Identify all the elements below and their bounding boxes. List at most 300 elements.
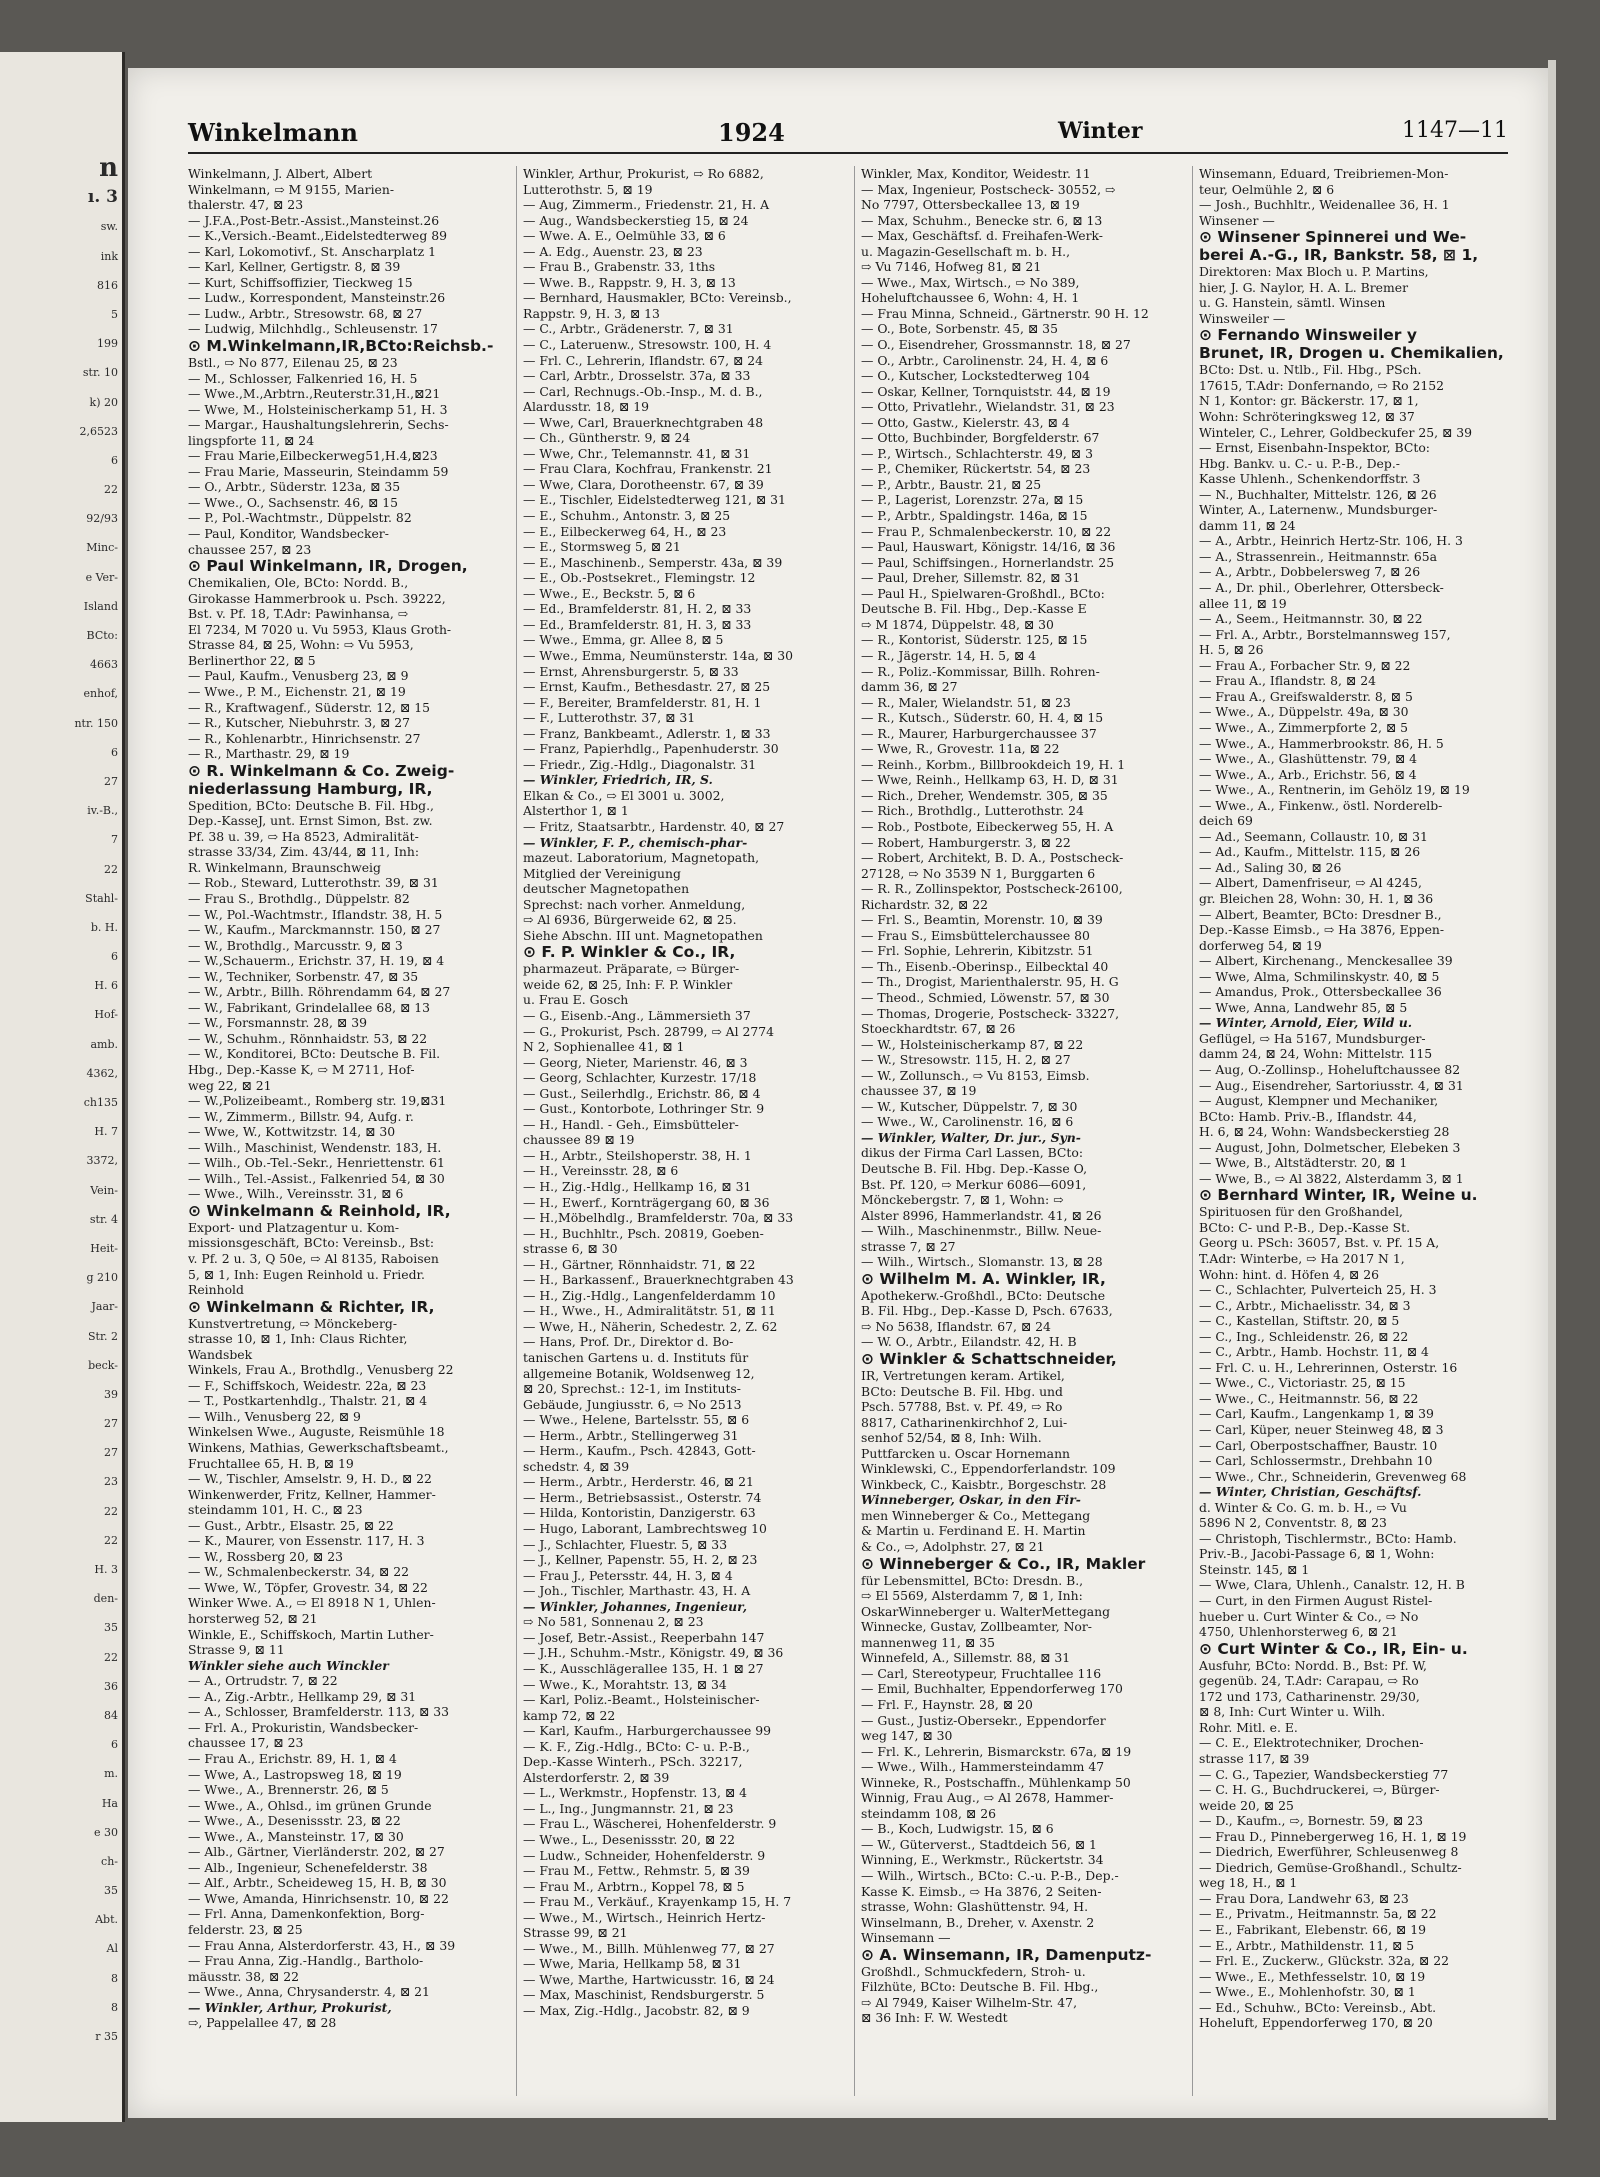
directory-entry-line: chaussee 257, ⊠ 23 xyxy=(188,541,312,557)
left-fragment-text: 2,6523 xyxy=(79,424,118,438)
directory-entry-line: Dep.-KasseJ, unt. Ernst Simon, Bst. zw. xyxy=(188,813,433,829)
directory-entry-line: — W., Tischler, Amselstr. 9, H. D., ⊠ 22 xyxy=(188,1471,432,1487)
left-fragment-text: Stahl- xyxy=(85,891,118,905)
directory-entry-line: — Wilh., Ob.-Tel.-Sekr., Henriettenstr. 61 xyxy=(188,1155,445,1171)
left-fragment-text: 4663 xyxy=(90,658,118,672)
directory-entry-line: — Wwe., Wilh., Hammersteindamm 47 xyxy=(861,1759,1105,1775)
directory-entry-line: berei A.-G., IR, Bankstr. 58, ⊠ 1, xyxy=(1199,246,1479,265)
directory-entry-line: — Max, Schuhm., Benecke str. 6, ⊠ 13 xyxy=(861,212,1103,228)
directory-entry-line: Winter, A., Laternenw., Mundsburger- xyxy=(1199,502,1438,518)
directory-entry-line: niederlassung Hamburg, IR, xyxy=(188,779,433,798)
directory-entry-line: — Frau S., Eimsbüttelerchaussee 80 xyxy=(861,927,1090,943)
directory-entry-line: — Aug., Wandsbeckerstieg 15, ⊠ 24 xyxy=(523,212,749,228)
directory-entry-line: Psch. 57788, Bst. v. Pf. 49, ⇨ Ro xyxy=(861,1399,1063,1415)
directory-entry-line: ⊙ Wilhelm M. A. Winkler, IR, xyxy=(861,1269,1106,1288)
directory-entry-line: — P., Chemiker, Rückertstr. 54, ⊠ 23 xyxy=(861,461,1091,477)
directory-entry-line: chaussee 37, ⊠ 19 xyxy=(861,1083,977,1099)
directory-entry-line: — O., Kutscher, Lockstedterweg 104 xyxy=(861,368,1091,384)
directory-entry-line: — Frl. F., Haynstr. 28, ⊠ 20 xyxy=(861,1696,1033,1712)
directory-entry-line: — Ed., Schuhw., BCto: Vereinsb., Abt. xyxy=(1199,1999,1437,2015)
directory-entry-line: — R., Jägerstr. 14, H. 5, ⊠ 4 xyxy=(861,647,1037,663)
directory-entry-line: 5896 N 2, Conventstr. 8, ⊠ 23 xyxy=(1199,1515,1387,1531)
directory-entry-line: — Wwe., A., Desenissstr. 23, ⊠ 22 xyxy=(188,1813,401,1829)
directory-entry-line: — B., Koch, Ludwigstr. 15, ⊠ 6 xyxy=(861,1821,1054,1837)
directory-entry-line: — Paul H., Spielwaren-Großhdl., BCto: xyxy=(861,585,1105,601)
directory-entry-line: BCto: Dst. u. Ntlb., Fil. Hbg., PSch. xyxy=(1199,362,1422,378)
directory-entry-line: — Wwe, Reinh., Hellkamp 63, H. D, ⊠ 31 xyxy=(861,772,1119,788)
directory-entry-line: — Wwe., C., Heitmannstr. 56, ⊠ 22 xyxy=(1199,1390,1419,1406)
left-fragment-text: Vein- xyxy=(90,1183,118,1197)
directory-entry-line: horsterweg 52, ⊠ 21 xyxy=(188,1611,318,1627)
directory-entry-line: Großhdl., Schmuckfedern, Stroh- u. xyxy=(861,1963,1086,1979)
directory-entry-line: — Albert, Damenfriseur, ⇨ Al 4245, xyxy=(1199,875,1422,891)
directory-entry-line: — E., Stormsweg 5, ⊠ 21 xyxy=(523,539,681,555)
directory-entry-line: — Ed., Bramfelderstr. 81, H. 2, ⊠ 33 xyxy=(523,601,752,617)
directory-entry-line: Rohr. Mitl. e. E. xyxy=(1199,1719,1298,1735)
directory-entry-line: — W., Konditorei, BCto: Deutsche B. Fil. xyxy=(188,1046,441,1062)
directory-entry-line: — H., Ewerf., Kornträgergang 60, ⊠ 36 xyxy=(523,1194,770,1210)
directory-entry-line: — Frau M., Fettw., Rehmstr. 5, ⊠ 39 xyxy=(523,1863,750,1879)
directory-entry-line: — Wilh., Tel.-Assist., Falkenried 54, ⊠ 30 xyxy=(188,1170,445,1186)
directory-entry-line: — Frl. A., Arbtr., Borstelmannsweg 157, xyxy=(1199,626,1451,642)
directory-entry-line: chaussee 17, ⊠ 23 xyxy=(188,1735,304,1751)
directory-entry-line: — L., Ing., Jungmannstr. 21, ⊠ 23 xyxy=(523,1800,734,1816)
directory-entry-line: — Carl, Schlossermstr., Drehbahn 10 xyxy=(1199,1453,1433,1469)
directory-entry-line: — Frau Marie, Masseurin, Steindamm 59 xyxy=(188,463,449,479)
directory-entry-line: — Rob., Postbote, Eibeckerweg 55, H. A xyxy=(861,818,1114,834)
left-fragment-text: sw. xyxy=(100,220,118,234)
left-fragment-text: 22 xyxy=(104,1650,118,1664)
directory-entry-line: — W.,Polizeibeamt., Romberg str. 19,⊠31 xyxy=(188,1093,447,1109)
directory-entry-line: — W., Holsteinischerkamp 87, ⊠ 22 xyxy=(861,1036,1084,1052)
directory-entry-line: — C., Lateruenw., Stresowstr. 100, H. 4 xyxy=(523,337,772,353)
directory-entry-line: — E., Fabrikant, Elebenstr. 66, ⊠ 19 xyxy=(1199,1921,1426,1937)
directory-entry-line: — N., Buchhalter, Mittelstr. 126, ⊠ 26 xyxy=(1199,486,1437,502)
directory-entry-line: — Wwe., M., Billh. Mühlenweg 77, ⊠ 27 xyxy=(523,1940,775,1956)
directory-entry-line: — Rich., Brothdlg., Lutterothstr. 24 xyxy=(861,803,1084,819)
directory-entry-line: 17615, T.Adr: Donfernando, ⇨ Ro 2152 xyxy=(1199,377,1445,393)
directory-entry-line: — Wwe., A., Mansteinstr. 17, ⊠ 30 xyxy=(188,1828,404,1844)
directory-entry-line: Geflügel, ⇨ Ha 5167, Mundsburger- xyxy=(1199,1030,1426,1046)
directory-entry-line: — Ludw., Schneider, Hohenfelderstr. 9 xyxy=(523,1847,766,1863)
directory-entry-line: u. Magazin-Gesellschaft m. b. H., xyxy=(861,243,1071,259)
directory-entry-line: — Fritz, Staatsarbtr., Hardenstr. 40, ⊠ 27 xyxy=(523,818,785,834)
directory-entry-line: — Wwe, Carl, Brauerknechtgraben 48 xyxy=(523,414,764,430)
directory-entry-line: — Wwe, W., Töpfer, Grovestr. 34, ⊠ 22 xyxy=(188,1579,428,1595)
directory-entry-line: — Wwe, Marthe, Hartwicusstr. 16, ⊠ 24 xyxy=(523,1971,775,1987)
directory-entry-line: v. Pf. 2 u. 3, Q 50e, ⇨ Al 8135, Raboisen xyxy=(188,1251,439,1266)
directory-entry-line: Winkelsen Wwe., Auguste, Reismühle 18 xyxy=(188,1424,445,1440)
directory-entry-line: — Franz, Bankbeamt., Adlerstr. 1, ⊠ 33 xyxy=(523,725,771,741)
directory-entry-line: strasse 6, ⊠ 30 xyxy=(523,1241,618,1257)
directory-entry-line: — W., Forsmannstr. 28, ⊠ 39 xyxy=(188,1015,367,1031)
directory-entry-line: — W.,Schauerm., Erichstr. 37, H. 19, ⊠ 4 xyxy=(188,953,445,969)
directory-entry-line: — H., Gärtner, Rönnhaidstr. 71, ⊠ 22 xyxy=(523,1256,756,1272)
directory-entry-line: damm 36, ⊠ 27 xyxy=(861,679,958,695)
directory-entry-line: — Ludw., Arbtr., Stresowstr. 68, ⊠ 27 xyxy=(188,305,423,321)
directory-entry-line: — Wwe., Max, Wirtsch., ⇨ No 389, xyxy=(861,274,1080,290)
directory-entry-line: Winselmann, B., Dreher, v. Axenstr. 2 xyxy=(861,1914,1095,1930)
directory-entry-line: — R. R., Zollinspektor, Postscheck-26100, xyxy=(861,881,1123,897)
directory-entry-line: Winkens, Mathias, Gewerkschaftsbeamt., xyxy=(188,1440,449,1456)
left-fragment-text: 816 xyxy=(97,278,118,292)
left-fragment-text: Jaar- xyxy=(91,1300,118,1314)
directory-entry-line: — H., Handl. - Geh., Eimsbütteler- xyxy=(523,1116,739,1132)
directory-entry-line: — Joh., Tischler, Marthastr. 43, H. A xyxy=(523,1583,751,1599)
directory-entry-line: — Wwe, Anna, Landwehr 85, ⊠ 5 xyxy=(1199,999,1408,1015)
directory-entry-line: Hoheluft, Eppendorferweg 170, ⊠ 20 xyxy=(1199,2015,1433,2031)
directory-entry-line: — W., Pol.-Wachtmstr., Iflandstr. 38, H. 5 xyxy=(188,906,443,922)
directory-entry-line: Pf. 38 u. 39, ⇨ Ha 8523, Admiralität- xyxy=(188,828,419,844)
directory-entry-line: — C. H. G., Buchdruckerei, ⇨, Bürger- xyxy=(1199,1782,1440,1798)
directory-entry-line: — Frau Dora, Landwehr 63, ⊠ 23 xyxy=(1199,1890,1409,1906)
directory-entry-line: — Ernst, Eisenbahn-Inspektor, BCto: xyxy=(1199,440,1430,456)
directory-entry-line: — Ch., Güntherstr. 9, ⊠ 24 xyxy=(523,430,691,446)
directory-entry-line: — K., Ausschlägerallee 135, H. 1 ⊠ 27 xyxy=(523,1660,764,1676)
left-fragment-text: 199 xyxy=(97,337,118,351)
directory-entry-line: — Frl. Anna, Damenkonfektion, Borg- xyxy=(188,1906,425,1922)
directory-entry-line: ⊙ A. Winsemann, IR, Damenputz- xyxy=(861,1945,1152,1964)
directory-entry-line: Winneke, R., Postschaffn., Mühlenkamp 50 xyxy=(861,1774,1131,1790)
directory-entry-line: — Franz, Papierhdlg., Papenhuderstr. 30 xyxy=(523,741,779,757)
directory-entry-line: — Karl, Poliz.-Beamt., Holsteinischer- xyxy=(523,1692,760,1708)
directory-entry-line: — Gust., Seilerhdlg., Erichstr. 86, ⊠ 4 xyxy=(523,1085,761,1101)
directory-entry-line: — C., Arbtr., Hamb. Hochstr. 11, ⊠ 4 xyxy=(1199,1344,1429,1360)
directory-entry-line: Ausfuhr, BCto: Nordd. B., Bst: Pf. W, xyxy=(1199,1657,1427,1673)
directory-entry-line: — Hans, Prof. Dr., Direktor d. Bo- xyxy=(523,1334,734,1350)
directory-entry-line: ⊙ Bernhard Winter, IR, Weine u. xyxy=(1199,1186,1478,1205)
directory-entry-line: Deutsche B. Fil. Hbg. Dep.-Kasse O, xyxy=(861,1161,1088,1176)
directory-entry-line: — E., Ob.-Postsekret., Flemingstr. 12 xyxy=(523,570,756,586)
directory-entry-line: u. Frau E. Gosch xyxy=(523,992,629,1008)
directory-entry-line: — Wilh., Maschinist, Wendenstr. 183, H. xyxy=(188,1139,442,1155)
directory-entry-line: weg 147, ⊠ 30 xyxy=(861,1728,953,1744)
left-fragment-text: b. H. xyxy=(90,920,118,934)
directory-entry-line: — R., Kraftwagenf., Süderstr. 12, ⊠ 15 xyxy=(188,699,430,715)
directory-entry-line: — A., Schlosser, Bramfelderstr. 113, ⊠ 33 xyxy=(188,1704,450,1720)
left-fragment-text: 27 xyxy=(104,1446,118,1460)
directory-entry-line: — Theod., Schmied, Löwenstr. 57, ⊠ 30 xyxy=(861,989,1110,1005)
directory-entry-line: hier, J. G. Naylor, H. A. L. Bremer xyxy=(1199,279,1408,295)
directory-entry-line: Dep.-Kasse Winterh., PSch. 32217, xyxy=(523,1754,743,1770)
directory-entry-line: Strasse 9, ⊠ 11 xyxy=(188,1642,285,1658)
directory-entry-line: strasse, Wohn: Glashüttenstr. 94, H. xyxy=(861,1899,1089,1915)
directory-entry-line: Berlinerthor 22, ⊠ 5 xyxy=(188,652,316,668)
directory-entry-line: — Wwe., E., Methfesselstr. 10, ⊠ 19 xyxy=(1199,1968,1426,1984)
directory-entry-line: Filzhüte, BCto: Deutsche B. Fil. Hbg., xyxy=(861,1979,1099,1995)
directory-entry-line: — Rich., Dreher, Wendemstr. 305, ⊠ 35 xyxy=(861,787,1108,803)
directory-entry-line: — P., Lagerist, Lorenzstr. 27a, ⊠ 15 xyxy=(861,492,1084,508)
directory-entry-line: — Frl. C. u. H., Lehrerinnen, Osterstr. 16 xyxy=(1199,1359,1458,1375)
directory-entry-line: H. 6, ⊠ 24, Wohn: Wandsbeckerstieg 28 xyxy=(1199,1124,1450,1140)
left-fragment-text: amb. xyxy=(90,1037,118,1051)
directory-entry-line: — L., Werkmstr., Hopfenstr. 13, ⊠ 4 xyxy=(523,1785,748,1801)
directory-entry-line: — A., Zig.-Arbtr., Hellkamp 29, ⊠ 31 xyxy=(188,1688,417,1704)
left-fragment-text: 84 xyxy=(104,1708,118,1722)
directory-entry-line: Kunstvertretung, ⇨ Mönckeberg- xyxy=(188,1315,398,1331)
directory-entry-line: — Wilh., Maschinenmstr., Billw. Neue- xyxy=(861,1223,1102,1239)
directory-entry-line: — Wwe., W., Carolinenstr. 16, ⊠ 6 xyxy=(861,1114,1074,1130)
left-fragment-text: Heit- xyxy=(90,1241,118,1255)
directory-entry-line: weg 22, ⊠ 21 xyxy=(188,1077,272,1093)
directory-entry-line: — Frau B., Grabenstr. 33, 1ths xyxy=(523,259,716,275)
directory-entry-line: Chemikalien, Ole, BCto: Nordd. B., xyxy=(188,575,409,591)
directory-entry-line: steindamm 108, ⊠ 26 xyxy=(861,1805,996,1821)
directory-entry-line: — Robert, Hamburgerstr. 3, ⊠ 22 xyxy=(861,834,1071,850)
directory-entry-line: Winneberger, Oskar, in den Fir- xyxy=(861,1492,1081,1508)
left-fragment-text: 5 xyxy=(111,307,118,321)
directory-entry-line: schedstr. 4, ⊠ 39 xyxy=(523,1458,630,1474)
directory-entry-line: — Alf., Arbtr., Scheideweg 15, H. B, ⊠ 30 xyxy=(188,1875,447,1891)
directory-entry-line: — Frau A., Greifswalderstr. 8, ⊠ 5 xyxy=(1199,688,1413,704)
directory-entry-line: — Frl. K., Lehrerin, Bismarckstr. 67a, ⊠ 19 xyxy=(861,1743,1132,1759)
left-fragment-text: Island xyxy=(83,599,118,613)
directory-entry-line: Alsterdorferstr. 2, ⊠ 39 xyxy=(523,1769,670,1785)
directory-entry-line: — Winkler, Friedrich, IR, S. xyxy=(523,772,713,788)
directory-entry-line: ⊙ Fernando Winsweiler y xyxy=(1199,326,1417,345)
left-fragment-text: enhof, xyxy=(83,687,118,701)
directory-entry-line: — Wilh., Wirtsch., BCto: C.-u. P.-B., Dep.- xyxy=(861,1867,1119,1883)
directory-entry-line: Spirituosen für den Großhandel, xyxy=(1199,1204,1403,1220)
left-fragment-text: r 35 xyxy=(95,2030,118,2043)
directory-entry-line: Winnig, Frau Aug., ⇨ Al 2678, Hammer- xyxy=(861,1790,1114,1806)
directory-entry-line: — F., Bereiter, Bramfelderstr. 81, H. 1 xyxy=(523,694,762,710)
directory-entry-line: — Frau L., Wäscherei, Hohenfelderstr. 9 xyxy=(523,1816,777,1832)
directory-entry-line: — Wwe., A., Finkenw., östl. Norderelb- xyxy=(1199,797,1443,813)
directory-entry-line: — Margar., Haushaltungslehrerin, Sechs- xyxy=(188,417,449,433)
left-fragment-text: e Ver- xyxy=(85,570,118,584)
directory-entry-line: 8817, Catharinenkirchhof 2, Lui- xyxy=(861,1414,1068,1430)
directory-entry-line: Winnecke, Gustav, Zollbeamter, Nor- xyxy=(861,1619,1092,1635)
directory-entry-line: — Wwe., A., Arb., Erichstr. 56, ⊠ 4 xyxy=(1199,766,1417,782)
directory-entry-line: — H., Zig.-Hdlg., Langenfelderdamm 10 xyxy=(523,1287,776,1303)
directory-entry-line: ⊙ Winkelmann & Richter, IR, xyxy=(188,1297,435,1316)
directory-entry-line: ⊙ F. P. Winkler & Co., IR, xyxy=(523,943,736,962)
left-fragment-text: 27 xyxy=(104,1417,118,1431)
directory-entry-line: — Ludw., Korrespondent, Mansteinstr.26 xyxy=(188,290,446,306)
directory-entry-line: — Carl, Arbtr., Drosselstr. 37a, ⊠ 33 xyxy=(523,368,751,384)
directory-entry-line: — H., Buchhltr., Psch. 20819, Goeben- xyxy=(523,1225,764,1241)
directory-entry-line: pharmazeut. Präparate, ⇨ Bürger- xyxy=(523,961,740,977)
directory-entry-line: mazeut. Laboratorium, Magnetopath, xyxy=(523,850,760,866)
directory-entry-line: — Diedrich, Ewerführer, Schleusenweg 8 xyxy=(1199,1844,1459,1860)
directory-entry-line: Winkelmann, J. Albert, Albert xyxy=(188,166,373,181)
directory-entry-line: — Winkler, F. P., chemisch-phar- xyxy=(523,834,748,850)
directory-entry-line: Kasse K. Eimsb., ⇨ Ha 3876, 2 Seiten- xyxy=(861,1883,1102,1899)
directory-entry-line: — Carl, Rechnugs.-Ob.-Insp., M. d. B., xyxy=(523,383,763,399)
directory-entry-line: — Gust., Kontorbote, Lothringer Str. 9 xyxy=(523,1101,765,1117)
directory-entry-line: Winnefeld, A., Sillemstr. 88, ⊠ 31 xyxy=(861,1650,1071,1666)
directory-entry-line: — Wwe., Emma, gr. Allee 8, ⊠ 5 xyxy=(523,632,724,648)
directory-entry-line: Wohn: hint. d. Höfen 4, ⊠ 26 xyxy=(1199,1266,1379,1282)
directory-entry-line: missionsgeschäft, BCto: Vereinsb., Bst: xyxy=(188,1235,434,1251)
directory-entry-line: — Wwe., P. M., Eichenstr. 21, ⊠ 19 xyxy=(188,683,406,699)
directory-entry-line: Alardusstr. 18, ⊠ 19 xyxy=(523,399,649,415)
directory-entry-line: — M., Schlosser, Falkenried 16, H. 5 xyxy=(188,370,418,386)
directory-entry-line: — Wwe., A., Zimmerpforte 2, ⊠ 5 xyxy=(1199,719,1409,735)
directory-entry-line: — Max, Zig.-Hdlg., Jacobstr. 82, ⊠ 9 xyxy=(523,2002,750,2018)
directory-entry-line: — Paul, Kaufm., Venusberg 23, ⊠ 9 xyxy=(188,668,409,684)
directory-entry-line: — E., Arbtr., Mathildenstr. 11, ⊠ 5 xyxy=(1199,1937,1415,1953)
left-fragment-text: ch- xyxy=(101,1854,118,1868)
directory-entry-line: dikus der Firma Carl Lassen, BCto: xyxy=(861,1145,1084,1161)
directory-entry-line: Elkan & Co., ⇨ El 3001 u. 3002, xyxy=(523,787,725,803)
directory-entry-line: — W., Zimmerm., Billstr. 94, Aufg. r. xyxy=(188,1108,414,1124)
directory-entry-line: — Frl. E., Zuckerw., Glückstr. 32a, ⊠ 22 xyxy=(1199,1953,1449,1969)
directory-entry-line: — Aug, O.-Zollinsp., Hoheluftchaussee 82 xyxy=(1199,1061,1461,1077)
directory-entry-line: — W., Kaufm., Marckmannstr. 150, ⊠ 27 xyxy=(188,922,441,938)
directory-entry-line: — Wwe., E., Beckstr. 5, ⊠ 6 xyxy=(523,585,696,601)
left-fragment-text: 36 xyxy=(104,1679,118,1693)
directory-entry-line: ⊙ R. Winkelmann & Co. Zweig- xyxy=(188,761,455,780)
directory-entry-line: — Wwe., K., Morahtstr. 13, ⊠ 34 xyxy=(523,1676,727,1692)
directory-entry-line: — Wwe., O., Sachsenstr. 46, ⊠ 15 xyxy=(188,494,399,510)
left-fragment-text: 6 xyxy=(111,1738,118,1752)
directory-entry-line: Direktoren: Max Bloch u. P. Martins, xyxy=(1199,264,1429,280)
directory-entry-line: strasse 33/34, Zim. 43/44, ⊠ 11, Inh: xyxy=(188,844,419,860)
directory-entry-line: — Josh., Buchhltr., Weidenallee 36, H. 1 xyxy=(1199,197,1450,213)
directory-entry-line: — W., Schmalenbeckerstr. 34, ⊠ 22 xyxy=(188,1564,410,1580)
directory-entry-line: — O., Eisendreher, Grossmannstr. 18, ⊠ 27 xyxy=(861,337,1131,353)
directory-entry-line: — Frl. C., Lehrerin, Iflandstr. 67, ⊠ 24 xyxy=(523,352,764,368)
directory-entry-line: — P., Pol.-Wachtmstr., Düppelstr. 82 xyxy=(188,510,412,526)
directory-entry-line: — Wwe., C., Victoriastr. 25, ⊠ 15 xyxy=(1199,1375,1406,1391)
directory-entry-line: — Gust., Justiz-Obersekr., Eppendorfer xyxy=(861,1712,1106,1728)
left-fragment-text: 22 xyxy=(104,862,118,876)
left-fragment-text: 27 xyxy=(104,774,118,788)
directory-entry-line: ⇨ No 5638, Iflandstr. 67, ⊠ 24 xyxy=(861,1318,1051,1334)
left-fragment-text: H. 3 xyxy=(94,1563,118,1576)
directory-entry-line: — Wwe, Amanda, Hinrichsenstr. 10, ⊠ 22 xyxy=(188,1890,449,1906)
directory-entry-line: — Alb., Gärtner, Vierländerstr. 202, ⊠ 27 xyxy=(188,1844,445,1860)
directory-entry-line: senhof 52/54, ⊠ 8, Inh: Wilh. xyxy=(861,1430,1042,1446)
directory-entry-line: Sprechst: nach vorher. Anmeldung, xyxy=(523,896,746,912)
directory-entry-line: — Emil, Buchhalter, Eppendorferweg 170 xyxy=(861,1681,1123,1697)
directory-entry-line: Girokasse Hammerbrook u. Psch. 39222, xyxy=(188,590,446,606)
header-year: 1924 xyxy=(718,118,785,147)
directory-entry-line: — H.,Möbelhdlg., Bramfelderstr. 70a, ⊠ 33 xyxy=(523,1210,794,1226)
directory-entry-line: weide 62, ⊠ 25, Inh: F. P. Winkler xyxy=(523,976,733,992)
directory-entry-line: weg 18, H., ⊠ 1 xyxy=(1199,1875,1298,1891)
directory-entry-line: — A. Edg., Auenstr. 23, ⊠ 23 xyxy=(523,243,703,259)
directory-entry-line: Puttfarcken u. Oscar Hornemann xyxy=(861,1445,1071,1461)
directory-entry-line: gr. Bleichen 28, Wohn: 30, H. 1, ⊠ 36 xyxy=(1199,890,1434,906)
directory-entry-line: Wandsbek xyxy=(188,1346,253,1362)
directory-entry-line: — H., Wwe., H., Admiralitätstr. 51, ⊠ 11 xyxy=(523,1303,776,1319)
left-fragment-text: 7 xyxy=(111,833,118,847)
left-fragment-text: g 210 xyxy=(86,1271,118,1285)
directory-entry-line: gegenüb. 24, T.Adr: Carapau, ⇨ Ro xyxy=(1199,1673,1419,1689)
left-fragment-text: H. 6 xyxy=(94,979,118,993)
directory-entry-line: — Ernst, Ahrensburgerstr. 5, ⊠ 33 xyxy=(523,663,739,679)
directory-entry-line: Siehe Abschn. III unt. Magnetopathen xyxy=(523,927,763,943)
directory-entry-line: Spedition, BCto: Deutsche B. Fil. Hbg., xyxy=(188,797,434,813)
left-fragment-text: str. 10 xyxy=(82,366,118,380)
directory-entry-line: men Winneberger & Co., Mettegang xyxy=(861,1507,1091,1523)
directory-entry-line: — C., Arbtr., Grädenerstr. 7, ⊠ 31 xyxy=(523,321,734,337)
directory-entry-line: — Wwe.,M.,Arbtrn.,Reuterstr.31,H.,⊠21 xyxy=(188,386,441,402)
left-fragment-text: 92/93 xyxy=(86,512,118,526)
directory-entry-line: ⇨ No 581, Sonnenau 2, ⊠ 23 xyxy=(523,1614,704,1630)
directory-entry-line: — P., Arbtr., Baustr. 21, ⊠ 25 xyxy=(861,476,1042,492)
directory-entry-line: — Robert, Architekt, B. D. A., Postscheck- xyxy=(861,850,1124,866)
directory-entry-line: BCto: Deutsche B. Fil. Hbg. und xyxy=(861,1383,1063,1399)
header-last-name: Winter xyxy=(1058,118,1143,144)
left-page-fragment xyxy=(0,52,125,2122)
directory-entry-line: — R., Kutscher, Niebuhrstr. 3, ⊠ 27 xyxy=(188,715,411,731)
directory-entry-line: Stoeckhardtstr. 67, ⊠ 26 xyxy=(861,1021,1016,1037)
directory-entry-line: — Otto, Gastw., Kielerstr. 43, ⊠ 4 xyxy=(861,414,1070,430)
directory-entry-line: — August, John, Dolmetscher, Elebeken 3 xyxy=(1199,1139,1461,1155)
directory-entry-line: — Frl. A., Prokuristin, Wandsbecker- xyxy=(188,1719,419,1735)
directory-entry-line: ⊙ Winneberger & Co., IR, Makler xyxy=(861,1554,1146,1573)
directory-entry-line: T.Adr: Winterbe, ⇨ Ha 2017 N 1, xyxy=(1199,1251,1405,1266)
directory-entry-line: Bst. Pf. 120, ⇨ Merkur 6086—6091, xyxy=(861,1176,1087,1192)
directory-entry-line: Deutsche B. Fil. Hbg., Dep.-Kasse E xyxy=(861,601,1087,617)
directory-entry-line: — Wwe, Alma, Schmilinskystr. 40, ⊠ 5 xyxy=(1199,968,1440,984)
directory-entry-line: ⇨ El 5569, Alsterdamm 7, ⊠ 1, Inh: xyxy=(861,1588,1083,1604)
directory-entry-line: — D., Kaufm., ⇨, Bornestr. 59, ⊠ 23 xyxy=(1199,1813,1423,1829)
directory-entry-line: — Albert, Kirchenang., Menckesallee 39 xyxy=(1199,953,1453,969)
directory-entry-line: thalerstr. 47, ⊠ 23 xyxy=(188,197,304,213)
directory-entry-line: Priv.-B., Jacobi-Passage 6, ⊠ 1, Wohn: xyxy=(1199,1546,1435,1562)
left-fragment-text: 22 xyxy=(104,1533,118,1547)
directory-entry-line: N 2, Sophienallee 41, ⊠ 1 xyxy=(523,1039,685,1055)
directory-entry-line: 5, ⊠ 1, Inh: Eugen Reinhold u. Friedr. xyxy=(188,1266,426,1282)
directory-entry-line: — Ad., Kaufm., Mittelstr. 115, ⊠ 26 xyxy=(1199,844,1421,860)
directory-entry-line: — Herm., Kaufm., Psch. 42843, Gott- xyxy=(523,1443,756,1459)
directory-entry-line: — R., Maurer, Harburgerchaussee 37 xyxy=(861,725,1097,741)
directory-entry-line: — R., Kutsch., Süderstr. 60, H. 4, ⊠ 15 xyxy=(861,710,1104,726)
directory-entry-line: mannenweg 11, ⊠ 35 xyxy=(861,1634,995,1650)
directory-entry-line: & Martin u. Ferdinand E. H. Martin xyxy=(861,1523,1086,1539)
directory-entry-line: — Frau D., Pinnebergerweg 16, H. 1, ⊠ 19 xyxy=(1199,1828,1467,1844)
directory-entry-line: 4750, Uhlenhorsterweg 6, ⊠ 21 xyxy=(1199,1624,1398,1640)
directory-entry-line: — W. O., Arbtr., Eilandstr. 42, H. B xyxy=(861,1334,1077,1350)
directory-entry-line: Hbg., Dep.-Kasse K, ⇨ M 2711, Hof- xyxy=(188,1061,415,1077)
left-fragment-text: den- xyxy=(93,1592,118,1606)
directory-entry-line: — Wwe., A., Brennerstr. 26, ⊠ 5 xyxy=(188,1782,389,1798)
directory-entry-line: H. 5, ⊠ 26 xyxy=(1199,642,1264,658)
directory-entry-line: — A., Arbtr., Heinrich Hertz-Str. 106, H. 3 xyxy=(1199,533,1463,549)
directory-entry-line: — Winter, Arnold, Eier, Wild u. xyxy=(1199,1015,1413,1031)
directory-entry-line: — R., Poliz.-Kommissar, Billh. Rohren- xyxy=(861,663,1100,679)
directory-entry-line: — Karl, Kaufm., Harburgerchaussee 99 xyxy=(523,1723,772,1739)
directory-entry-line: — Frau Anna, Zig.-Handlg., Bartholo- xyxy=(188,1953,424,1969)
left-fragment-text: 8 xyxy=(111,1971,118,1985)
left-fragment-text: 6 xyxy=(111,745,118,759)
directory-entry-line: — Friedr., Zig.-Hdlg., Diagonalstr. 31 xyxy=(523,756,757,772)
directory-entry-line: — Wwe, W., Kottwitzstr. 14, ⊠ 30 xyxy=(188,1124,396,1140)
directory-entry-line: — Wwe., Chr., Schneiderin, Grevenweg 68 xyxy=(1199,1468,1467,1484)
directory-entry-line: ⊠ 36 Inh: F. W. Westedt xyxy=(861,2010,1008,2026)
directory-entry-line: BCto: C- und P.-B., Dep.-Kasse St. xyxy=(1199,1219,1411,1235)
directory-entry-line: strasse 10, ⊠ 1, Inh: Claus Richter, xyxy=(188,1331,408,1347)
left-fragment-text: Str. 2 xyxy=(88,1329,118,1343)
directory-entry-line: B. Fil. Hbg., Dep.-Kasse D, Psch. 67633, xyxy=(861,1303,1113,1319)
directory-entry-line: — Wwe, A., Lastropsweg 18, ⊠ 19 xyxy=(188,1766,402,1782)
directory-entry-line: — W., Arbtr., Billh. Röhrendamm 64, ⊠ 27 xyxy=(188,984,451,1000)
column-2 xyxy=(516,166,841,2096)
directory-entry-line: — W., Zollunsch., ⇨ Vu 8153, Eimsb. xyxy=(861,1067,1090,1083)
directory-entry-line: — Amandus, Prok., Ottersbeckallee 36 xyxy=(1199,984,1442,1000)
left-fragment-text: Hof- xyxy=(94,1008,118,1022)
left-fragment-text: 22 xyxy=(104,1504,118,1518)
directory-entry-line: — Wwe., A., Ohlsd., im grünen Grunde xyxy=(188,1797,432,1813)
directory-entry-line: — Herm., Arbtr., Herderstr. 46, ⊠ 21 xyxy=(523,1474,754,1490)
directory-entry-line: — Hilda, Kontoristin, Danzigerstr. 63 xyxy=(523,1505,756,1521)
directory-entry-line: — K.,Versich.-Beamt.,Eidelstedterweg 89 xyxy=(188,228,447,244)
